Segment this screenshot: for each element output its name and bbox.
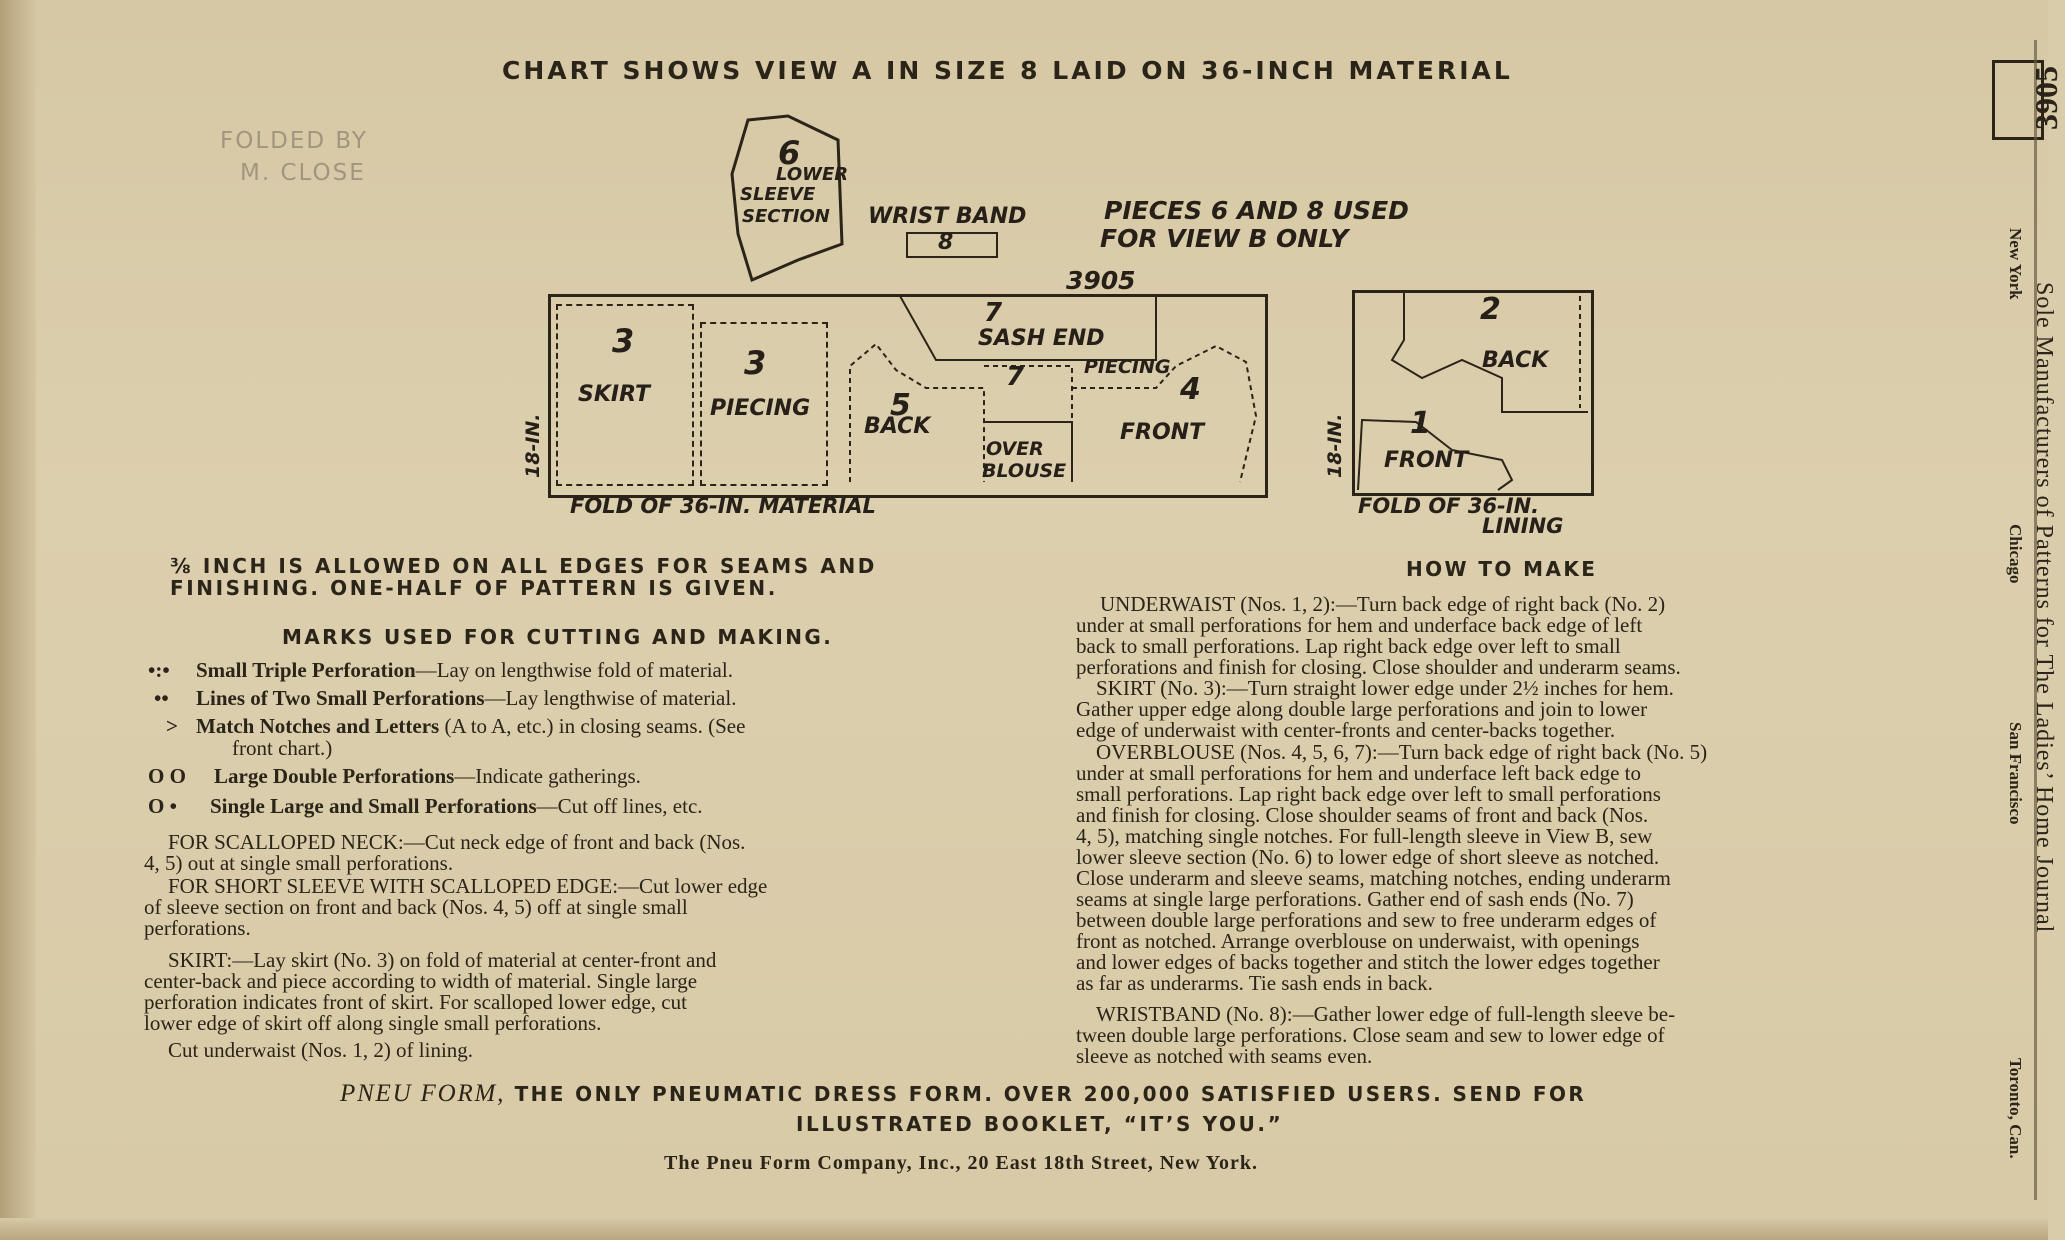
chart-title: CHART SHOWS VIEW A IN SIZE 8 LAID ON 36-INCH MATERIAL <box>502 56 1513 85</box>
instruction-line: SKIRT (No. 3):—Turn straight lower edge under 2½ inches for hem. <box>1096 676 1674 700</box>
cut-underwaist-line: Cut underwaist (Nos. 1, 2) of lining. <box>168 1038 474 1062</box>
skirt-cut-line-2: center-back and piece according to width of material. Single large <box>144 969 698 993</box>
instruction-line: perforations and finish for closing. Close shoulder and underarm seams. <box>1076 655 1681 679</box>
overblouse-label-1: OVER <box>986 438 1044 460</box>
skirt-cut-line-1: SKIRT:—Lay skirt (No. 3) on fold of material at center-front and <box>168 948 717 972</box>
single-large-small-perforations-icon: O • <box>148 794 177 818</box>
large-double-perforations-icon: O O <box>148 764 186 788</box>
mark-name: Lines of Two Small Perforations <box>196 686 485 710</box>
mark-name: Large Double Perforations <box>214 764 455 788</box>
ad-brand: PNEU FORM, <box>340 1080 506 1107</box>
back-label: BACK <box>864 414 931 439</box>
lining-fold-label: FOLD OF 36-IN. <box>1358 494 1540 518</box>
instruction-line: lower sleeve section (No. 6) to lower edge of short sleeve as notched. <box>1076 845 1660 869</box>
envelope-left-edge <box>0 0 36 1240</box>
seam-allowance-line-1: ⅜ INCH IS ALLOWED ON ALL EDGES FOR SEAMS AND <box>170 554 877 578</box>
mark-description: —Cut off lines, etc. <box>536 794 703 818</box>
instruction-line: Gather upper edge along double large perforations and join to lower <box>1076 697 1648 721</box>
pattern-number: 3905 <box>1066 266 1136 295</box>
instruction-line: UNDERWAIST (Nos. 1, 2):—Turn back edge of right back (No. 2) <box>1100 592 1666 616</box>
spine-city-new-york: New York <box>2006 228 2025 300</box>
back-number: 5 <box>890 388 911 423</box>
instruction-line: small perforations. Lap right back edge over left to small perforations <box>1076 782 1661 806</box>
ad-line-1 <box>340 1080 1586 1108</box>
spine-city-san-francisco: San Francisco <box>2006 722 2025 825</box>
mark-name: Single Large and Small Perforations <box>210 794 537 818</box>
spine-manufacturer: Sole Manufacturers of Patterns for The Ladies’ Home Journal <box>2031 282 2057 934</box>
skirt-label: SKIRT <box>578 382 651 407</box>
mark-row <box>166 716 745 737</box>
instruction-line: tween double large perforations. Close seam and sew to lower edge of <box>1076 1023 1665 1047</box>
overblouse-label-2: BLOUSE <box>982 460 1067 482</box>
piecing-label: PIECING <box>710 396 811 421</box>
lower-sleeve-label-3: SECTION <box>742 206 830 227</box>
company-address: The Pneu Form Company, Inc., 20 East 18th Street, New York. <box>664 1152 1258 1174</box>
small-triple-perforation-icon: •:• <box>148 658 170 682</box>
ad-text: THE ONLY PNEUMATIC DRESS FORM. OVER 200,000 SATISFIED USERS. SEND FOR <box>505 1082 1587 1106</box>
instruction-line: and lower edges of backs together and stitch the lower edges together <box>1076 950 1660 974</box>
instruction-line: sleeve as notched with seams even. <box>1076 1044 1373 1068</box>
sash-number: 7 <box>984 298 1003 328</box>
spine-city-toronto: Toronto, Can. <box>2006 1058 2025 1159</box>
short-sleeve-line-1: FOR SHORT SLEEVE WITH SCALLOPED EDGE:—Cut lower edge <box>168 874 768 898</box>
skirt-number: 3 <box>612 322 635 360</box>
material-fold-label: FOLD OF 36-IN. MATERIAL <box>570 494 876 518</box>
spine-pattern-number: 3905 <box>2028 66 2064 130</box>
instruction-line: OVERBLOUSE (Nos. 4, 5, 6, 7):—Turn back edge of right back (No. 5) <box>1096 740 1708 764</box>
mark-description: —Lay on lengthwise fold of material. <box>415 658 733 682</box>
mark-row <box>154 688 736 709</box>
notch-icon: > <box>166 714 178 738</box>
lining-width-label: 18-IN. <box>1324 413 1346 478</box>
front-number: 4 <box>1180 372 1201 407</box>
instruction-line: front as notched. Arrange overblouse on underwaist, with openings <box>1076 929 1640 953</box>
instruction-line: between double large perforations and sew to free underarm edges of <box>1076 908 1657 932</box>
mark-description: —Lay lengthwise of material. <box>484 686 737 710</box>
lower-sleeve-label-2: SLEEVE <box>740 184 816 205</box>
front-piecing-label: PIECING <box>1084 356 1171 378</box>
instruction-line: under at small perforations for hem and underface left back edge to <box>1076 761 1642 785</box>
front-label: FRONT <box>1120 420 1205 445</box>
mark-row <box>148 766 641 787</box>
how-to-make-heading: HOW TO MAKE <box>1406 557 1598 581</box>
short-sleeve-line-2: of sleeve section on front and back (Nos. 4, 5) off at single small <box>144 895 688 919</box>
piecing-number: 3 <box>744 344 767 382</box>
instruction-line: back to small perforations. Lap right back edge over left to small <box>1076 634 1621 658</box>
folded-by-stamp: FOLDED BY <box>220 128 368 154</box>
wristband-number: 8 <box>938 230 954 255</box>
instruction-line: seams at single large perforations. Gather end of sash ends (No. 7) <box>1076 887 1634 911</box>
overblouse-number: 7 <box>1006 362 1025 392</box>
instruction-line: and finish for closing. Close shoulder seams of front and back (Nos. <box>1076 803 1649 827</box>
lining-back-number: 2 <box>1480 292 1501 327</box>
scalloped-neck-line-1: FOR SCALLOPED NECK:—Cut neck edge of front and back (Nos. <box>168 830 746 854</box>
sash-end-label: SASH END <box>978 326 1105 351</box>
ad-line-2: ILLUSTRATED BOOKLET, “IT’S YOU.” <box>796 1112 1284 1136</box>
folded-by-stamp-name: M. CLOSE <box>240 160 366 186</box>
pieces-note-line-2: FOR VIEW B ONLY <box>1100 224 1349 253</box>
mark-name: Small Triple Perforation <box>196 658 416 682</box>
lining-front-number: 1 <box>1410 406 1431 441</box>
seam-allowance-line-2: FINISHING. ONE-HALF OF PATTERN IS GIVEN. <box>170 576 778 600</box>
mark-row <box>148 796 703 817</box>
envelope-bottom-edge <box>0 1218 2048 1240</box>
mark-description: —Indicate gatherings. <box>454 764 641 788</box>
instruction-line: 4, 5), matching single notches. For full-length sleeve in View B, sew <box>1076 824 1653 848</box>
lower-sleeve-number: 6 <box>778 134 801 172</box>
instruction-line: edge of underwaist with center-fronts and center-backs together. <box>1076 718 1616 742</box>
instruction-line: under at small perforations for hem and underface back edge of left <box>1076 613 1643 637</box>
skirt-cut-line-4: lower edge of skirt off along single small perforations. <box>144 1011 602 1035</box>
spine-city-chicago: Chicago <box>2006 524 2025 584</box>
wristband-label: WRIST BAND <box>868 204 1027 229</box>
pieces-note-line-1: PIECES 6 AND 8 USED <box>1104 196 1409 225</box>
scalloped-neck-line-2: 4, 5) out at single small perforations. <box>144 851 454 875</box>
short-sleeve-line-3: perforations. <box>144 916 251 940</box>
marks-heading: MARKS USED FOR CUTTING AND MAKING. <box>282 625 834 649</box>
mark-row <box>148 660 733 681</box>
marks-continuation: front chart.) <box>232 736 333 760</box>
mark-name: Match Notches and Letters <box>196 714 440 738</box>
lower-sleeve-label-1: LOWER <box>776 164 849 185</box>
lining-fold-label-2: LINING <box>1482 514 1564 538</box>
mark-description: (A to A, etc.) in closing seams. (See <box>439 714 746 738</box>
instruction-line: WRISTBAND (No. 8):—Gather lower edge of full-length sleeve be- <box>1096 1002 1676 1026</box>
skirt-cut-line-3: perforation indicates front of skirt. For scalloped lower edge, cut <box>144 990 687 1014</box>
instruction-line: Close underarm and sleeve seams, matching notches, ending underarm <box>1076 866 1671 890</box>
lining-front-label: FRONT <box>1384 448 1469 473</box>
instruction-line: as far as underarms. Tie sash ends in back. <box>1076 971 1433 995</box>
two-small-perforations-icon: •• <box>154 686 169 710</box>
material-width-label: 18-IN. <box>522 413 544 478</box>
lining-back-label: BACK <box>1482 348 1549 373</box>
